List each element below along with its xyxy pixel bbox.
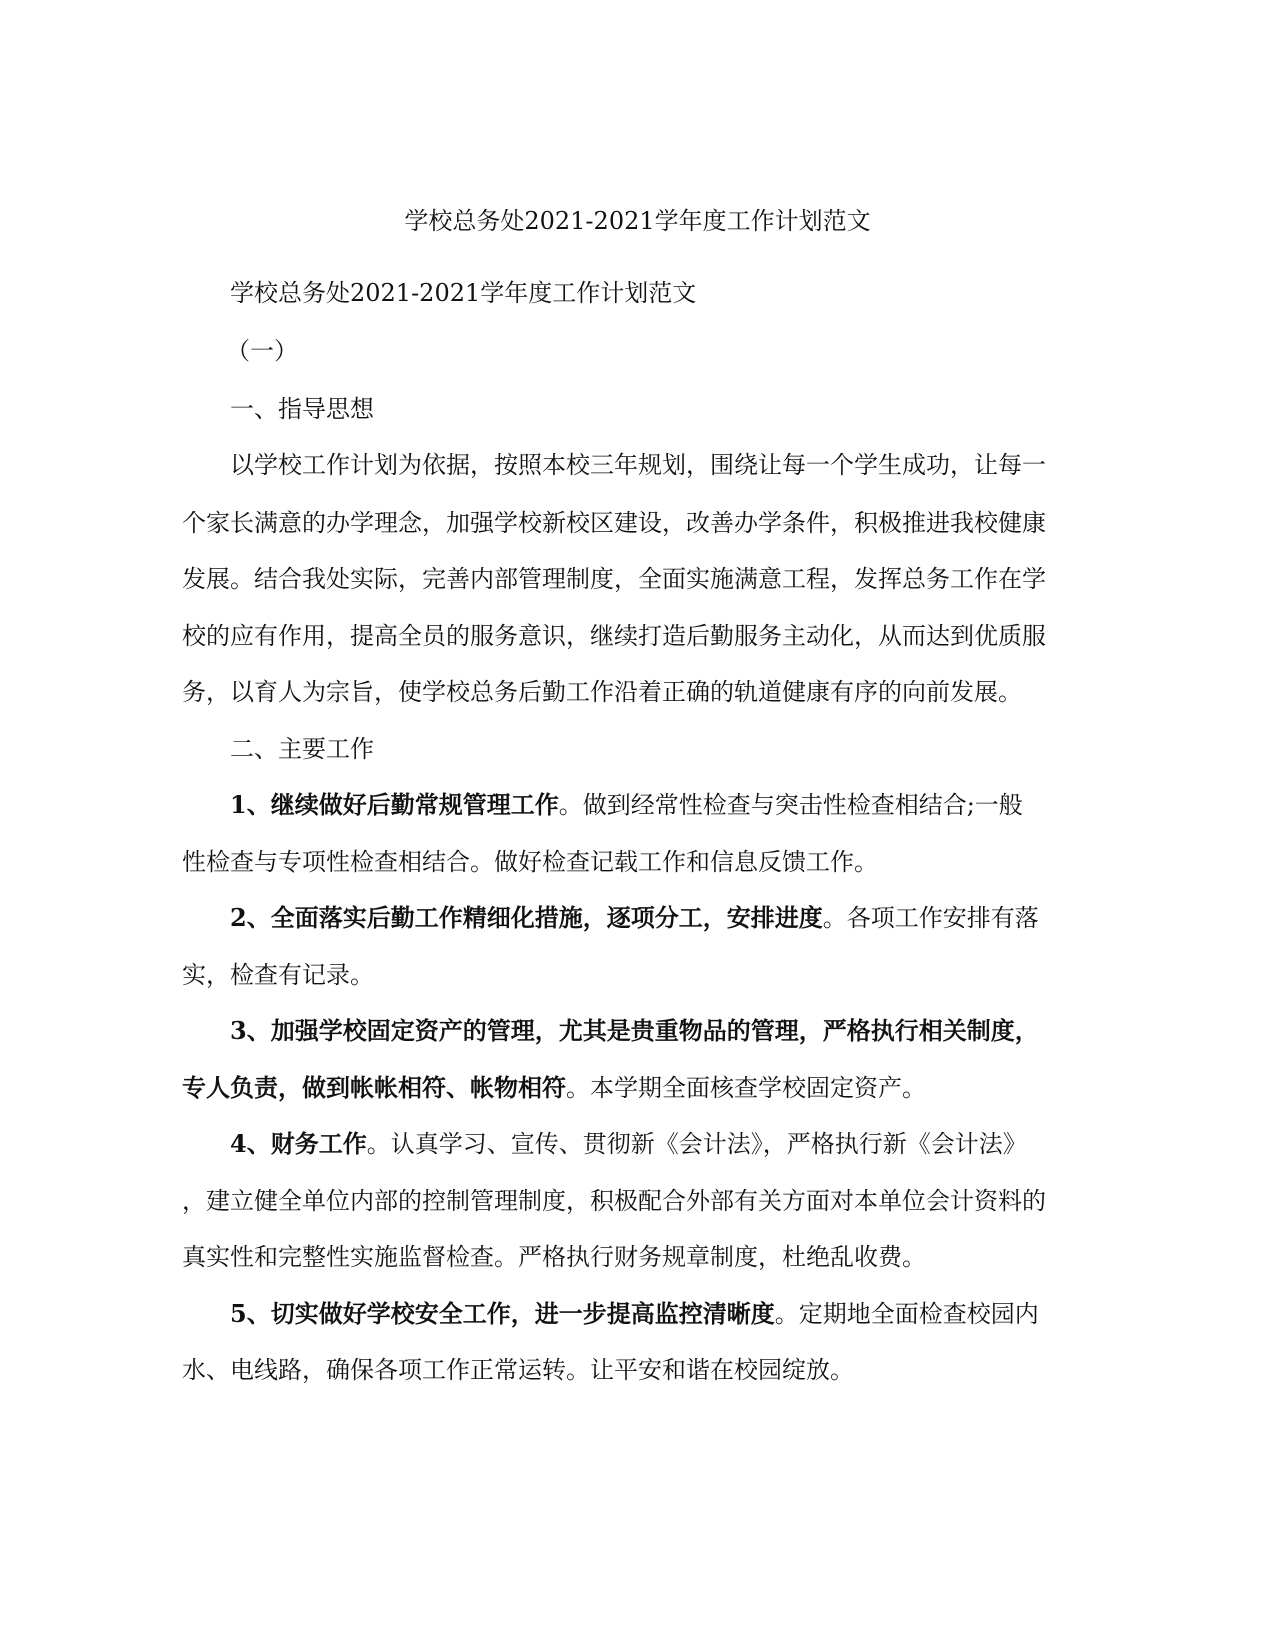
item-text: 。做到经常性检查与突击性检查相结合;一般 (558, 791, 1023, 819)
item-heading: 专人负责，做到帐帐相符、帐物相符 (182, 1073, 566, 1102)
paragraph-line: ，建立健全单位内部的控制管理制度，积极配合外部有关方面对本单位会计资料的 (182, 1187, 1046, 1215)
item-heading: 1、继续做好后勤常规管理工作 (230, 790, 559, 819)
list-item-4 (230, 1115, 1027, 1173)
section-heading-main-work: 二、主要工作 (230, 735, 374, 763)
document-title: 学校总务处2021-2021学年度工作计划范文 (404, 207, 871, 235)
paragraph-line: 实，检查有记录。 (182, 961, 374, 989)
paragraph-line: 务，以育人为宗旨，使学校总务后勤工作沿着正确的轨道健康有序的向前发展。 (182, 678, 1022, 706)
paragraph-line: 水、电线路，确保各项工作正常运转。让平安和谐在校园绽放。 (182, 1356, 854, 1384)
document-subtitle: 学校总务处2021-2021学年度工作计划范文 (230, 279, 697, 307)
paragraph-line: 性检查与专项性检查相结合。做好检查记载工作和信息反馈工作。 (182, 848, 878, 876)
part-marker: （一） (226, 337, 298, 365)
list-item-5 (230, 1285, 1039, 1343)
list-item-2 (230, 889, 1039, 947)
item-text: 。定期地全面检查校园内 (774, 1300, 1039, 1328)
item-heading: 3、加强学校固定资产的管理，尤其是贵重物品的管理，严格执行相关制度， (230, 1016, 1039, 1045)
section-heading-guiding-idea: 一、指导思想 (230, 395, 374, 423)
list-item-3 (230, 1002, 1039, 1060)
item-text: 。本学期全面核查学校固定资产。 (566, 1074, 926, 1102)
paragraph-line: 以学校工作计划为依据，按照本校三年规划，围绕让每一个学生成功，让每一 (230, 451, 1046, 479)
item-heading: 4、财务工作 (230, 1129, 367, 1158)
item-text: 。认真学习、宣传、贯彻新《会计法》，严格执行新《会计法》 (366, 1130, 1027, 1158)
item-heading: 5、切实做好学校安全工作，进一步提高监控清晰度 (230, 1299, 775, 1328)
list-item-3-continued (182, 1059, 926, 1117)
paragraph-line: 发展。结合我处实际，完善内部管理制度，全面实施满意工程，发挥总务工作在学 (182, 565, 1046, 593)
paragraph-line: 真实性和完整性实施监督检查。严格执行财务规章制度，杜绝乱收费。 (182, 1243, 926, 1271)
paragraph-line: 个家长满意的办学理念，加强学校新校区建设，改善办学条件，积极推进我校健康 (182, 509, 1046, 537)
item-heading: 2、全面落实后勤工作精细化措施，逐项分工，安排进度 (230, 903, 823, 932)
paragraph-line: 校的应有作用，提高全员的服务意识，继续打造后勤服务主动化，从而达到优质服 (182, 622, 1046, 650)
list-item-1 (230, 776, 1023, 834)
item-text: 。各项工作安排有落 (822, 904, 1039, 932)
